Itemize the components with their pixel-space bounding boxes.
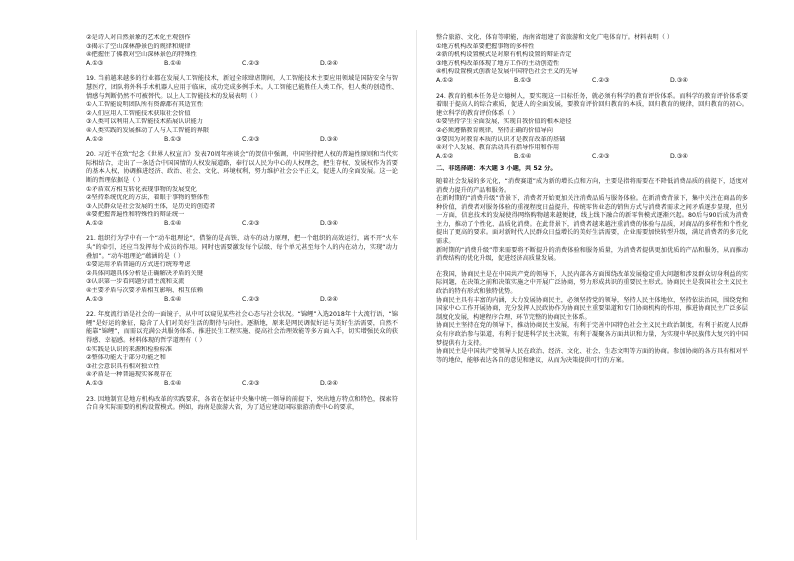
q23-option-line: ①地方机构改革要把握事物的多样性	[436, 42, 535, 50]
q26-paragraph: 在我国，协商民主是在中国共产党的领导下，人民内部各方面围绕改革发展稳定重大问题和涉及群众切身利益的实际问题，在决策之前和决策实施之中开展广泛协商，努力形成共识的重要民主形式。协商民主是我国社会主义民主政治的特有形式和独特优势。	[436, 270, 748, 296]
choice-b: B.①④	[514, 152, 532, 160]
q20-option-line: ②坚持系统优化的方法，着眼于事物的整体性	[86, 194, 210, 202]
column-divider	[416, 30, 417, 540]
q21-stem: 21. 组织行为学中有一个“动车组理论”，借鉴的是高铁、动车的动力原理，把一个组织的高效运行，离不开“火车头”的牵引，还应当发挥每个成员的作用。同时也需要激发每个层级、每个单元甚至每个人的内在动力，实现“动力叠加”。“动车组理论”蕴涵的是（ ）	[86, 235, 398, 260]
q23-option-line: ②新的机构设置模式是对原有机构设置的辩证否定	[436, 51, 572, 59]
q22-stem: 22. 年度流行语是社会的一面镜子，从中可以窥见某些社会心态与社会状况。“锦鲤”入选2018年十大流行语，“锦鲤”是好运的象征，隐含了人们对美好生活的期待与向往。逐渐地，原来是网民调侃好运与美好生活需要，自然不能靠“锦鲤”，而需以充满公共服务体系、推进民生工程实施、提高社会治理效能等多方面入手，切实增强民众的获得感、幸福感。材料体现的哲学道理有（ ）	[86, 311, 398, 344]
q22-option-line: ③社会意识具有相对独立性	[86, 362, 160, 370]
choice-b: B.①③	[164, 135, 182, 143]
q25-paragraph: 随着社会发展的多元化，“消费赛道”成为新的增长点和方向，主要是指将需要在不降低消费品质的前提下，适度对消费力提升的产品和服务。	[436, 177, 748, 194]
q19-option-line: ①人工智能说明团队所有资源都有其适宜性	[86, 101, 203, 109]
q23-option-line: ③地方机构改革体现了地方工作的主动创造性	[436, 59, 560, 67]
choice-d: D.③④	[670, 152, 688, 160]
q20-option-line: ①矛盾双方相互转化表现事物的发展变化	[86, 185, 197, 193]
q18-option-line: ②是诗人对自然景象的艺术化主观创作	[86, 34, 191, 41]
q19-option-line: ③人类可以利用人工智能技术拓展认识能力	[86, 118, 203, 126]
q23-option-line: ④机构设置模式创新是发展中国特色社会主义的先导	[436, 68, 578, 76]
q19-option-line: ②人们应用人工智能技术获取社会价值	[86, 109, 191, 117]
choice-a: A.①②	[436, 152, 454, 160]
q21-option-line: ②具体问题具体分析是正确解决矛盾的关键	[86, 269, 203, 277]
choice-b: B.①④	[164, 219, 182, 227]
choice-c: C.②③	[592, 76, 610, 84]
choice-a: A.①③	[86, 59, 104, 67]
q20-option-line: ③人民群众是社会发展的主体，是历史的创造者	[86, 202, 216, 210]
q20-stem: 20. 习近平在致“纪念《世界人权宣言》发表70周年座谈会”的贺信中强调，中国坚持把人权的普遍性原则和当代实际相结合，走出了一条适合中国国情的人权发展道路，奉行以人民为中心的人权理念，把生存权、发展权作为首要的基本人权，协调推进经济、政治、社会、文化、环境权利，努力维护社会公平正义，促进人的全面发展。这一论断的哲理依据是（ ）	[86, 151, 398, 184]
choice-c: C.②③	[592, 152, 610, 160]
q25-paragraph: 在新时期的“消费升级”背景下，消费者开始更加关注消费品质与服务体验。在新消费背景下，集中关注在商品的多种价值，消费者对服务体验的重视程度日益提升，传统零售业态的销售方式与消费者需求之间矛盾逐步显现，但另一方面，信息技术的发展使得网络购物越来越便捷，线上线下融合的新零售模式逐渐兴起。80后与90后成为消费主力，推动了个性化、品质化消费。在此背景下，消费者越来越注重消费的体验与品质，对商品的多样性和个性化提出了更高的要求。面对新时代人民群众日益增长的美好生活需要，企业需要加快转型升级，满足消费者的多元化需求。	[436, 195, 748, 246]
q21-option-line: ④主要矛盾与次要矛盾相互影响、相互依赖	[86, 287, 203, 295]
q24-stem: 24. 教育的根本任务是立德树人，要实现这一目标任务，就必须有科学的教育评价体系。而科学的教育评价体系要着眼于提高人的综合素质，促进人的全面发展，要教育评价回归教育的本质，回归教育的规律，回归教育的初心。建立科学的教育评价体系（ ）	[436, 92, 748, 117]
choice-b: B.①④	[164, 379, 182, 387]
choice-b: B.①③	[514, 76, 532, 84]
left-column	[86, 34, 398, 413]
q24-option-line: ③要因为对教育本质的认识才是教育改革的基础	[436, 135, 566, 143]
q22-option-line: ②整体功能大于部分功能之和	[86, 354, 166, 362]
q25-paragraph: 新时期的“消费升级”带来需要将不断提升的消费体验和服务质量，为消费者提供更加优质的产品和服务，从而推动消费结构的优化升级，促进经济高质量发展。	[436, 246, 748, 263]
section-heading: 二、非选择题：本大题 3 小题，共 52 分。	[436, 165, 557, 173]
choice-d: D.③④	[670, 76, 688, 84]
choice-a: A.①②	[436, 76, 454, 84]
q22-option-line: ④矛盾是一种普遍现实客观存在	[86, 371, 172, 379]
choice-a: A.①③	[86, 295, 104, 303]
q24-option-line: ①要坚持学生全面发展，实现自我价值的根本途径	[436, 118, 572, 126]
choice-c: C.②③	[242, 295, 260, 303]
right-column	[436, 34, 748, 365]
choice-d: D.③④	[320, 219, 338, 227]
choice-d: D.②④	[320, 59, 338, 67]
q18-option-line: ③揭示了空山深林静景色的规律和规律	[86, 42, 191, 50]
choice-d: D.②④	[320, 295, 338, 303]
choice-b: B.①④	[164, 59, 182, 67]
choice-a: A.①②	[86, 135, 104, 143]
q24-option-line: ④对个人发展、教育活动具有指导作用和作用	[436, 144, 560, 152]
q21-option-line: ①要运用矛盾普遍的方式进行统筹考虑	[86, 261, 191, 269]
q20-option-line: ④要把握普遍性和特殊性的辩证统一	[86, 211, 185, 219]
q20-choices	[86, 220, 398, 229]
choice-d: D.③④	[320, 135, 338, 143]
q21-choices	[86, 296, 398, 305]
q26-paragraph: 协商民主具有丰富的内涵，大力发展协商民主，必须坚持党的领导，坚持人民主体地位，坚持依法治国，围绕党和国家中心工作开展协商，充分发挥人民政协作为协商民主重要渠道和专门协商机构的作用，推进协商民主广泛多层制度化发展，构建程序合理、环节完整的协商民主体系。	[436, 296, 748, 321]
q21-option-line: ③认识第一步看问题分清主流和支流	[86, 278, 185, 286]
choice-c: C.②③	[242, 135, 260, 143]
q23-stem-continued: 整合旅游、文化、体育等职能，海南省组建了省旅游和文化广电体育厅。材料表明（ ）	[436, 34, 674, 41]
q24-choices	[436, 153, 748, 162]
choice-b: B.①④	[164, 295, 182, 303]
q19-option-line: ④人类实践的发展推动了人与人工智能的界限	[86, 126, 210, 134]
choice-a: A.①②	[86, 219, 104, 227]
q19-choices	[86, 136, 398, 145]
q26-paragraph: 协商民主坚持在党的领导下，推动协商民主发展，有利于完善中国特色社会主义民主政治制度，有利于拓宽人民群众有序政治参与渠道，有利于促进科学民主决策，有利于凝聚各方面共识和力量，为实现中华民族伟大复兴的中国梦提供有力支持。	[436, 322, 748, 347]
choice-c: C.②③	[242, 379, 260, 387]
q22-option-line: ①实践是认识的来源和检验标准	[86, 345, 172, 353]
q26-paragraph: 协商民主是中国共产党领导人民在政治、经济、文化、社会、生态文明等方面的协商。参加协商的各方具有相对平等的地位，能够表达各自的意见和建议，从而为决策提供可行的方案。	[436, 348, 748, 364]
q23-stem: 23. 因地制宜是地方机构改革的实践要求，各省在保证中央集中统一领导的前提下，突出地方特点和特色，探索符合自身实际需要的机构设置模式。例如，海南是旅游大省，为了适应建设国际旅游消费中心的要求，	[86, 395, 398, 412]
q23-choices	[436, 77, 748, 86]
q18-choices	[86, 60, 398, 69]
q24-option-line: ②必须遵循教育规律，坚持正确的价值导向	[436, 126, 553, 134]
q18-option-line: ④把握住了佛教对空山深林景色的特殊性	[86, 51, 197, 59]
choice-c: C.②③	[242, 219, 260, 227]
choice-a: A.①③	[86, 379, 104, 387]
choice-c: C.②③	[242, 59, 260, 67]
q22-choices	[86, 380, 398, 389]
choice-d: D.②④	[320, 379, 338, 387]
q19-stem: 19. 当前越来越多的行业都在发展人工智能技术，新冠全球肆虐期间，人工智能技术主要应用领域是国防安全与智慧医疗，团队将外科手术机器人应用于临床，成功完成多例手术。人工智能已能胜任人类工作，但人类的创造性、情感与判断仍然不可被替代。以上人工智能技术的发展表明（ ）	[86, 75, 398, 100]
